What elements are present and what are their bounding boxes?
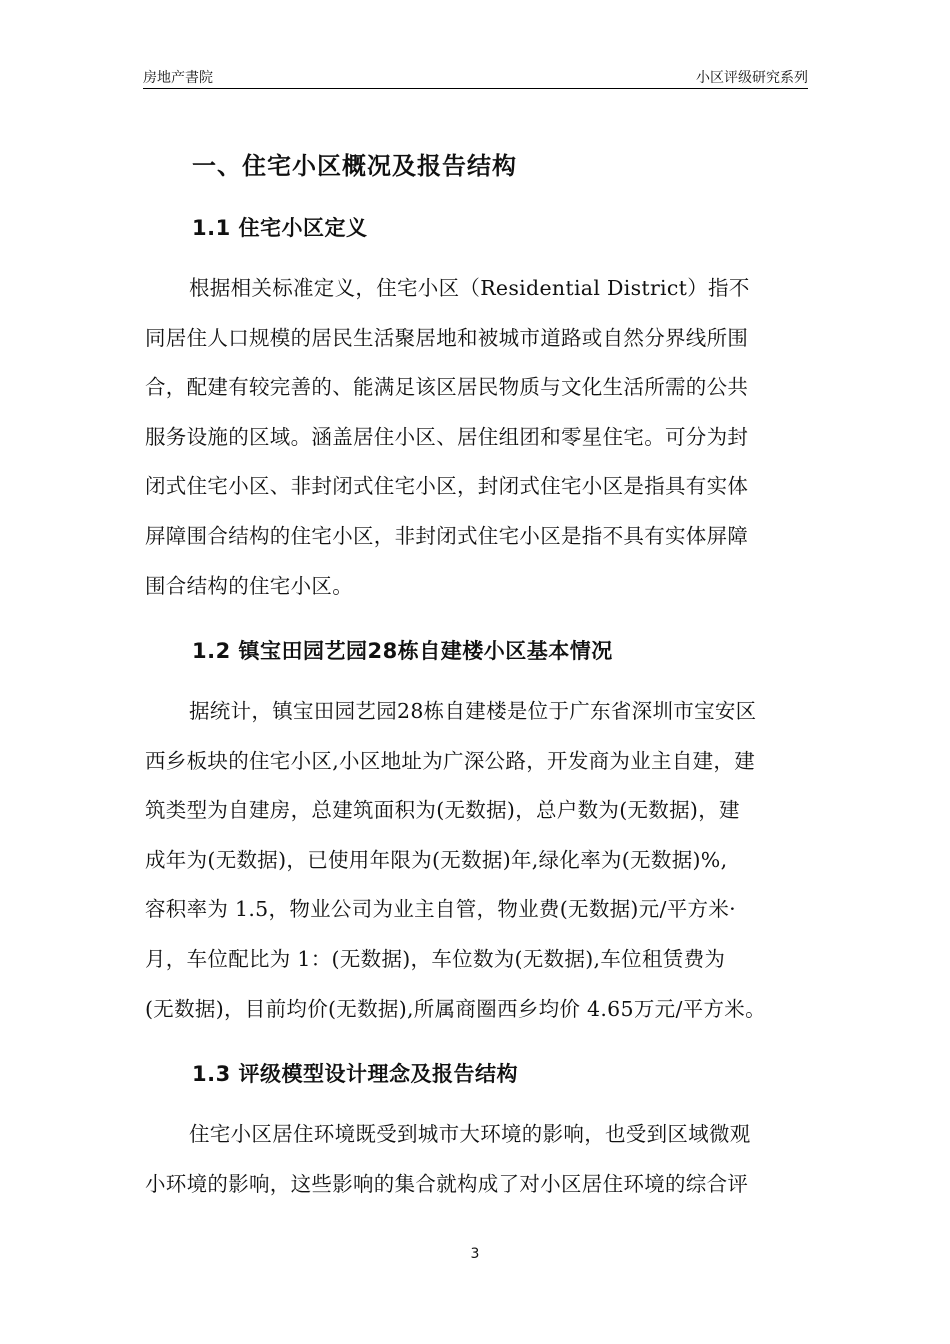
paragraph-1-1 [145,271,808,618]
header-publisher: 房地产書院 [143,70,213,86]
text-line: (无数据)，目前均价(无数据),所属商圈西乡均价 4.65万元/平方米。 [145,996,766,1021]
paragraph-1-2 [145,694,808,1041]
text-line: 服务设施的区域。涵盖居住小区、居住组团和零星住宅。可分为封 [145,424,749,449]
text-line: 闭式住宅小区、非封闭式住宅小区，封闭式住宅小区是指具有实体 [145,474,749,499]
heading-1-2: 1.2 镇宝田园艺园28栋自建楼小区基本情况 [192,639,613,663]
text-line: 小环境的影响，这些影响的集合就构成了对小区居住环境的综合评 [145,1171,749,1196]
section-title: 一、住宅小区概况及报告结构 [192,152,517,180]
heading-1-1: 1.1 住宅小区定义 [192,216,368,240]
text-line: 筑类型为自建房，总建筑面积为(无数据)，总户数为(无数据)，建 [145,798,740,823]
text-line: 成年为(无数据)，已使用年限为(无数据)年,绿化率为(无数据)%, [145,847,728,872]
text-line: 屏障围合结构的住宅小区，非封闭式住宅小区是指不具有实体屏障 [145,523,749,548]
text-line: 围合结构的住宅小区。 [145,573,353,598]
text-line: 合，配建有较完善的、能满足该区居民物质与文化生活所需的公共 [145,375,749,400]
text-line: 容积率为 1.5，物业公司为业主自管，物业费(无数据)元/平方米· [145,897,736,922]
page-header [143,66,808,89]
text-line: 西乡板块的住宅小区,小区地址为广深公路，开发商为业主自建，建 [145,748,756,773]
text-line: 据统计，镇宝田园艺园28栋自建楼是位于广东省深圳市宝安区 [189,699,757,723]
header-series: 小区评级研究系列 [696,70,808,86]
text-line: 同居住人口规模的居民生活聚居地和被城市道路或自然分界线所围 [145,325,749,350]
page-number: 3 [470,1246,480,1262]
text-line: 根据相关标准定义，住宅小区（Residential District）指不 [189,276,750,300]
text-line: 月，车位配比为 1：(无数据)，车位数为(无数据),车位租赁费为 [145,946,726,971]
paragraph-1-3 [145,1117,808,1216]
text-line: 住宅小区居住环境既受到城市大环境的影响，也受到区域微观 [189,1122,751,1146]
heading-1-3: 1.3 评级模型设计理念及报告结构 [192,1062,519,1086]
